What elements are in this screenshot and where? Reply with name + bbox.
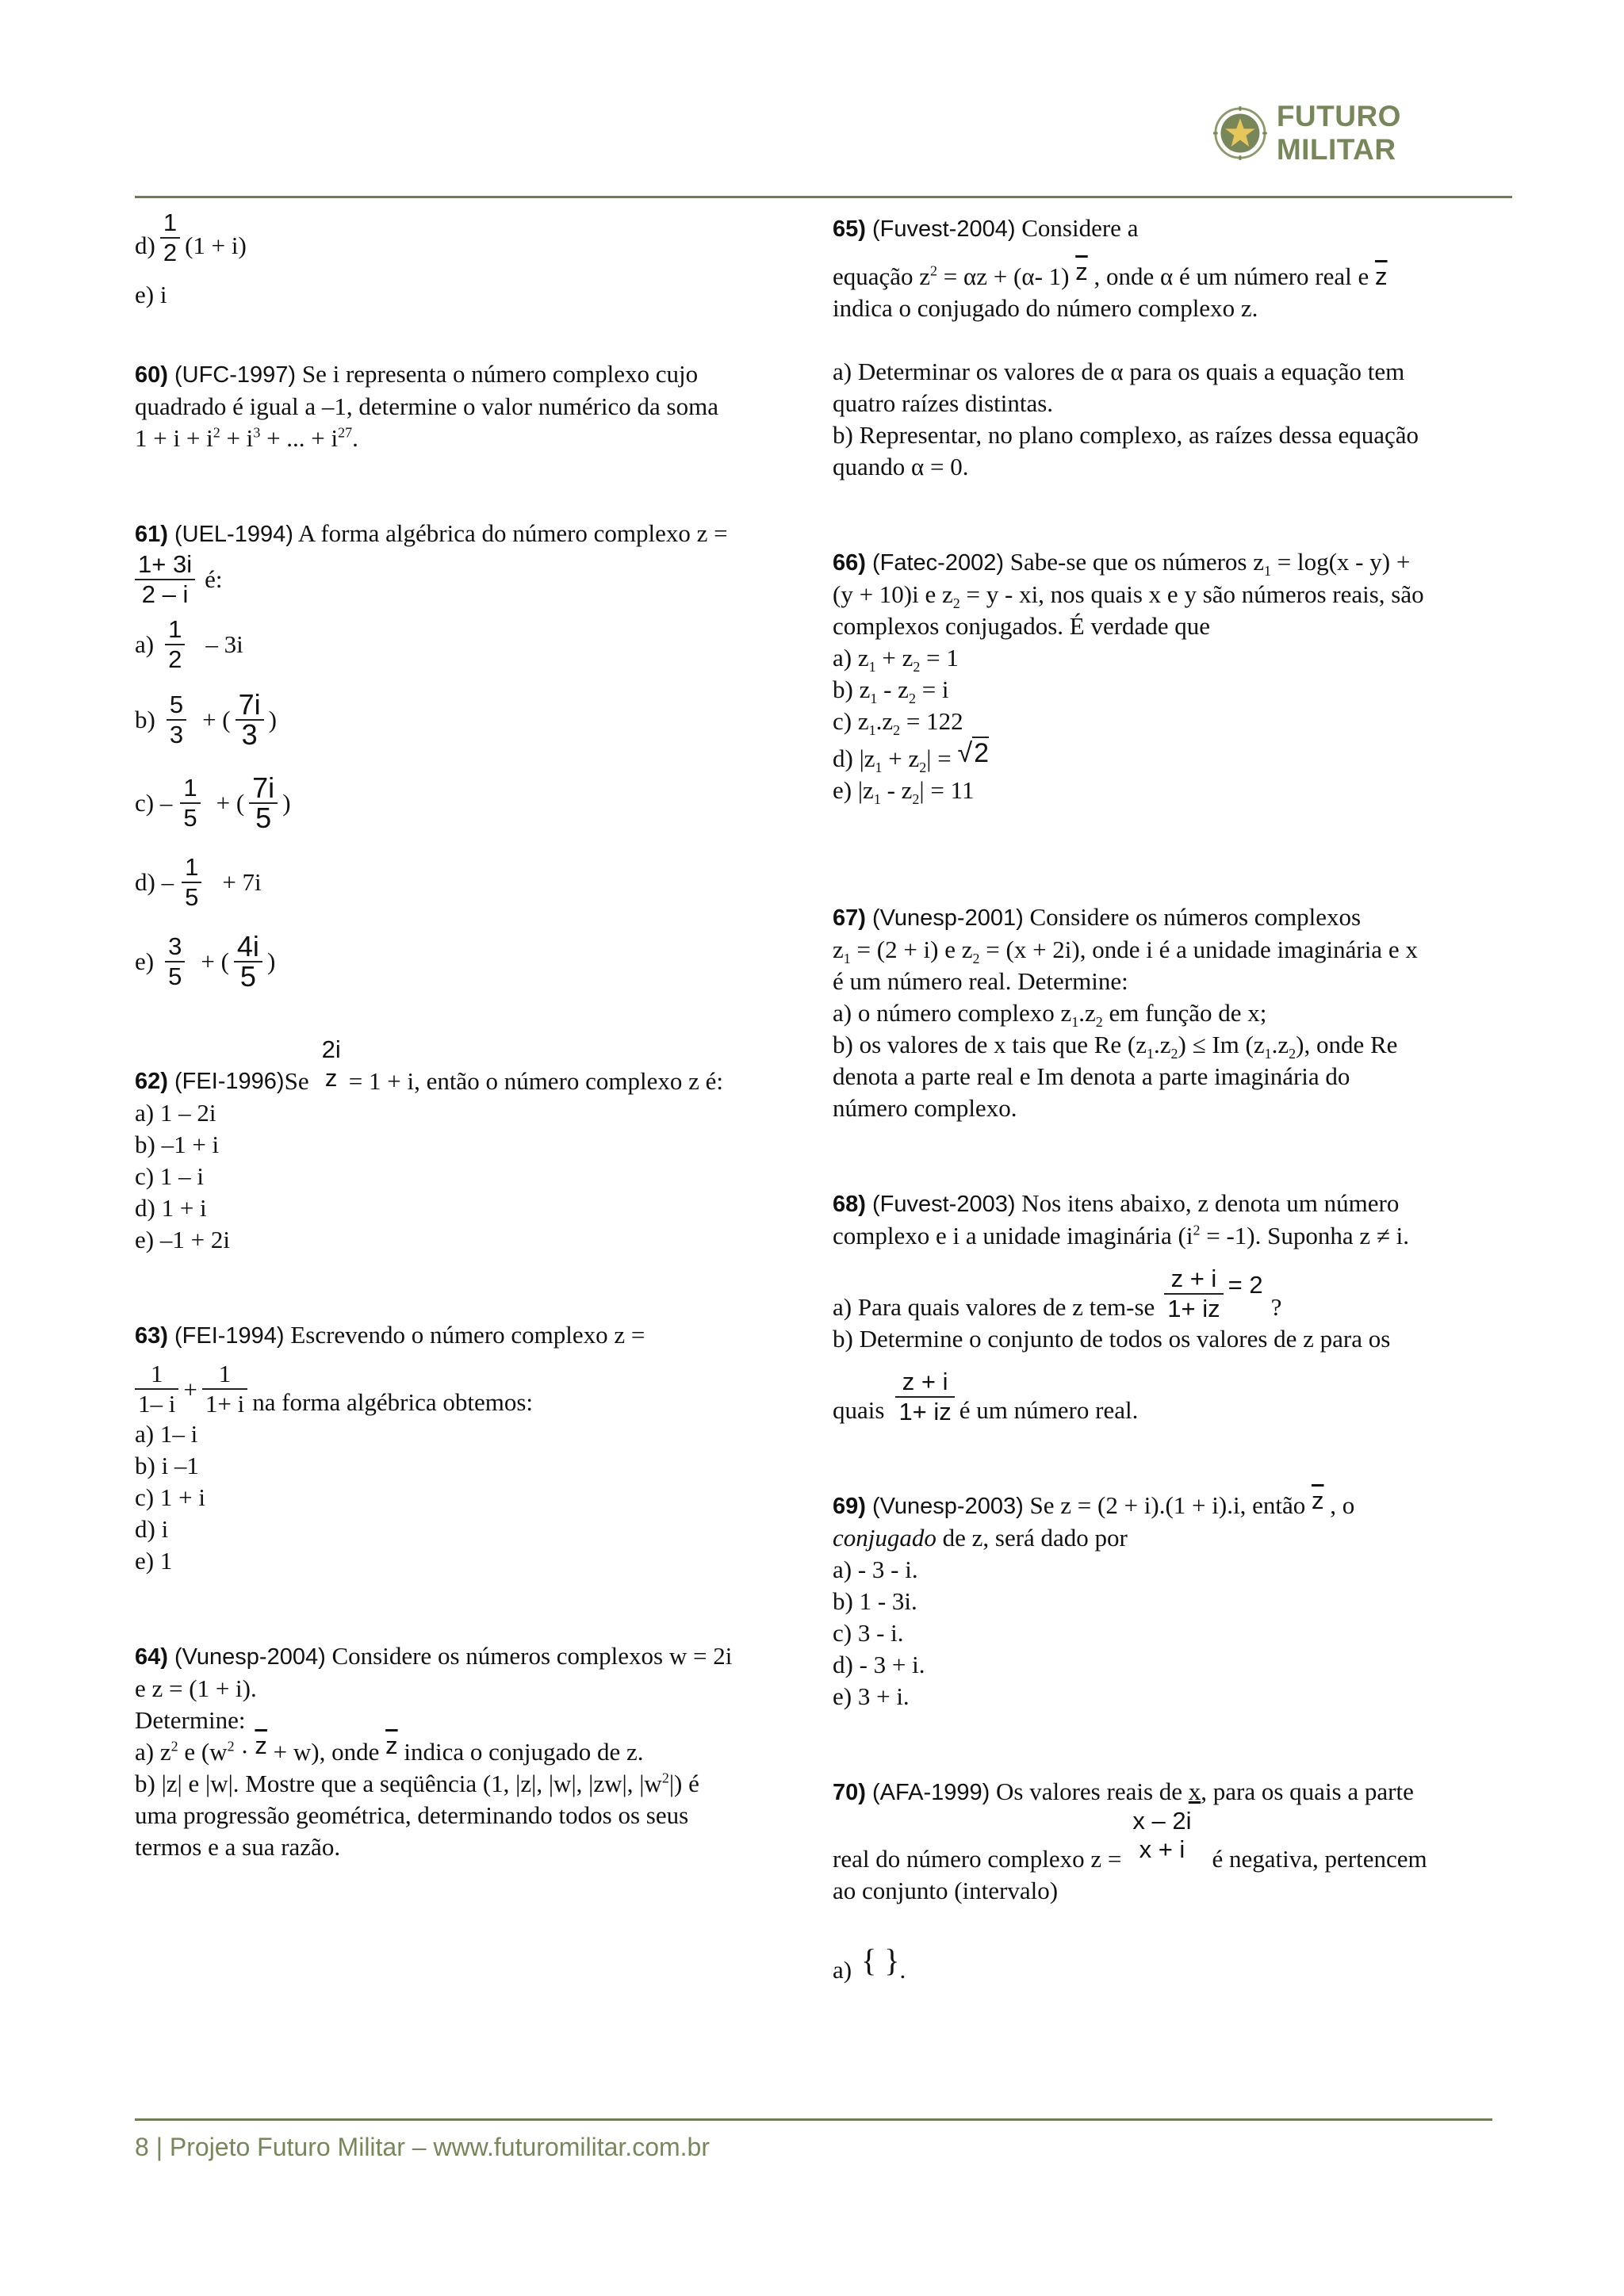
fraction: $\frac{4i}{5}$ [234, 932, 262, 991]
brand-name: FUTURO MILITAR [1276, 100, 1401, 166]
option: e) $|z_1 - z_2| = 11$ [833, 776, 975, 808]
option: a) $z_1 + z_2 = 1$ [833, 644, 959, 675]
option-label: d) [135, 232, 155, 259]
star-emblem-icon [1213, 105, 1267, 162]
square-root: √2 [957, 738, 990, 768]
fraction: $\frac{7i}{3}$ [236, 691, 264, 749]
page-footer: 8 | Projeto Futuro Militar – www.futuromilitar.com.br [135, 2133, 710, 2161]
option: e) 3 + i. [833, 1682, 910, 1710]
fraction: x – 2i x + i [1132, 1807, 1192, 1863]
question-60: 60) (UFC-1997) Se i representa o número complexo cujo quadrado é igual a –1, determine o valor numérico da soma $1 + i + i^2 + i^3$ + ... + $i^{27}$. [135, 360, 718, 452]
question-70: 70) (AFA-1999) Os valores reais de x, para os quais a parte real do número complexo z = x – 2i x + i é negativa, pertencem ao conjunto (intervalo) a) { } . [833, 1777, 1427, 1984]
option: b) 1 - 3i. [833, 1587, 917, 1615]
option: e) 1 [135, 1547, 173, 1575]
question-68: 68) (Fuvest-2003) Nos itens abaixo, z denota um número complexo e i a unidade imaginária $(i^2 = -1)$. Suponha z ≠ i. a) Para quais valores de z tem-se $\frac{z + i}{1+ iz}$ = 2 ? b) Determine o conjunto de todos os valores de z para os quais $\frac{z + i}{1+ iz}$ é um número real. [833, 1189, 1410, 1425]
question-64: 64) (Vunesp-2004) Considere os números complexos w = 2i e z = (1 + i). Determine: a) $z^2$ e $(w^2 \cdot \overline{z} + w)$, onde $\overline{z}$ indica o conjugado de z. b) |z| e |w|. Mostre que a seqüência (1, |z|, |w|, |zw|, $|w^2|$) é uma progressão geométrica, determinando todos os seus termos e a sua razão. [135, 1642, 733, 1861]
question-61: 61) (UEL-1994) A forma algébrica do número complexo z = $\frac{1+ 3i}{2 - i}$ é: a) $\frac{1}{2}$ – 3i b) $\frac{5}{3}$ + ( $\frac{7i}{3}$ ) c) – $\frac{1}{5}$ + ( $\frac{7i}{5}$ ) d) – $\frac{1}{5}$ + 7i e) $\frac{3}{5}$ + ( $\frac{4i}{5}$ ) [135, 519, 728, 993]
fraction: $\frac{7i}{5}$ [249, 774, 278, 832]
right-column [833, 212, 1515, 1986]
question-69: 69) (Vunesp-2003) Se z = (2 + i).(1 + i).i, então $\overline{z}$ , o conjugado de z, será dado por a) - 3 - i. b) 1 - 3i. c) 3 - i. d) - 3 + i. e) 3 + i. [833, 1490, 1515, 1712]
question-65: 65) (Fuvest-2004) Considere a equação $z^2 = \alpha z + (\alpha-$ 1) $\overline{z}$ , onde α é um número real e $\overline{z}$ indica o conjugado do número complexo z. a) Determinar os valores de α para os quais a equação tem quatro raízes distintas. b) Representar, no plano complexo, as raízes dessa equação quando α = 0. [833, 214, 1419, 480]
fraction: $\frac{1}{2}$ [165, 615, 185, 674]
question-63: 63) (FEI-1994) Escrevendo o número complexo z = $\frac{1}{1- i}$ + $\frac{1}{1+ i}$ na forma algébrica obtemos: a) 1– i b) i –1 c) 1 + i d) i e) 1 [135, 1319, 801, 1577]
option: b) $z_1 - z_2 = i$ [833, 675, 949, 707]
question-59-tail: d) $\frac{1}{2}$ (1 + i) e) i [135, 212, 801, 311]
fraction: $\frac{1}{1- i}$ [135, 1360, 178, 1418]
option: b) i –1 [135, 1452, 199, 1479]
option: d) - 3 + i. [833, 1651, 925, 1678]
question-67: 67) (Vunesp-2001) Considere os números complexos $z_1 = (2 + i)$ e $z_2 = (x + 2i)$, onde i é a unidade imaginária e x é um número real. Determine: a) o número complexo $z_1.z_2$ em função de x; b) os valores de x tais que Re $(z_1.z_2) \le Im$ $(z_1.z_2)$, onde Re denota a parte real e Im denota a parte imaginária do número complexo. [833, 903, 1418, 1122]
left-column [135, 209, 801, 1863]
fraction: $\frac{1}{5}$ [182, 853, 201, 912]
question-66: 66) (Fatec-2002) Sabe-se que os números $z_1 = \log(x - y)$ + (y + 10)i e $z_2 = y$ - xi, nos quais x e y são números reais, são complexos conjugados. É verdade que a) $z_1 + z_2 = 1$ b) $z_1 - z_2 = i$ c) $z_1.z_2 = 122$ d) $|z_1 + z_2| = √2$ e) $|z_1 - z_2| = 11$ [833, 546, 1515, 806]
option: e) –1 + 2i [135, 1226, 230, 1253]
option: d) i [135, 1515, 169, 1543]
fraction: $\frac{1+ 3i}{2 - i}$ [135, 550, 195, 609]
option: d) 1 + i [135, 1194, 207, 1222]
header-divider [135, 196, 1512, 198]
question-62: 62) (FEI-1996) Se 2i z = 1 + i, então o número complexo z é: a) 1 – 2i b) –1 + i c) 1 – i d) 1 + i e) –1 + 2i [135, 1021, 801, 1256]
fraction: $\frac{z + i}{1+ iz}$ [1164, 1265, 1223, 1323]
option: c) 1 + i [135, 1483, 205, 1511]
fraction: $\frac{z + i}{1+ iz}$ [895, 1368, 954, 1426]
brand-logo [1213, 101, 1515, 165]
fraction: $\frac{1}{5}$ [180, 774, 200, 832]
option: d) $|z_1 + z_2| = √2$ [833, 738, 990, 776]
option: c) $z_1.z_2 = 122$ [833, 707, 963, 739]
option: a) 1 – 2i [135, 1099, 216, 1127]
option: a) - 3 - i. [833, 1556, 918, 1583]
option: c) 1 – i [135, 1162, 204, 1190]
fraction: $\frac{1}{2}$ [160, 209, 180, 267]
option: c) 3 - i. [833, 1619, 904, 1647]
option: a) 1– i [135, 1420, 198, 1448]
fraction: $\frac{1}{1+ i}$ [202, 1360, 247, 1418]
fraction: 2i z [321, 1035, 341, 1092]
option-e: e) i [135, 281, 167, 308]
footer-divider [135, 2118, 1492, 2121]
option: b) –1 + i [135, 1131, 220, 1158]
fraction: $\frac{5}{3}$ [167, 691, 186, 749]
fraction: $\frac{3}{5}$ [165, 932, 185, 991]
